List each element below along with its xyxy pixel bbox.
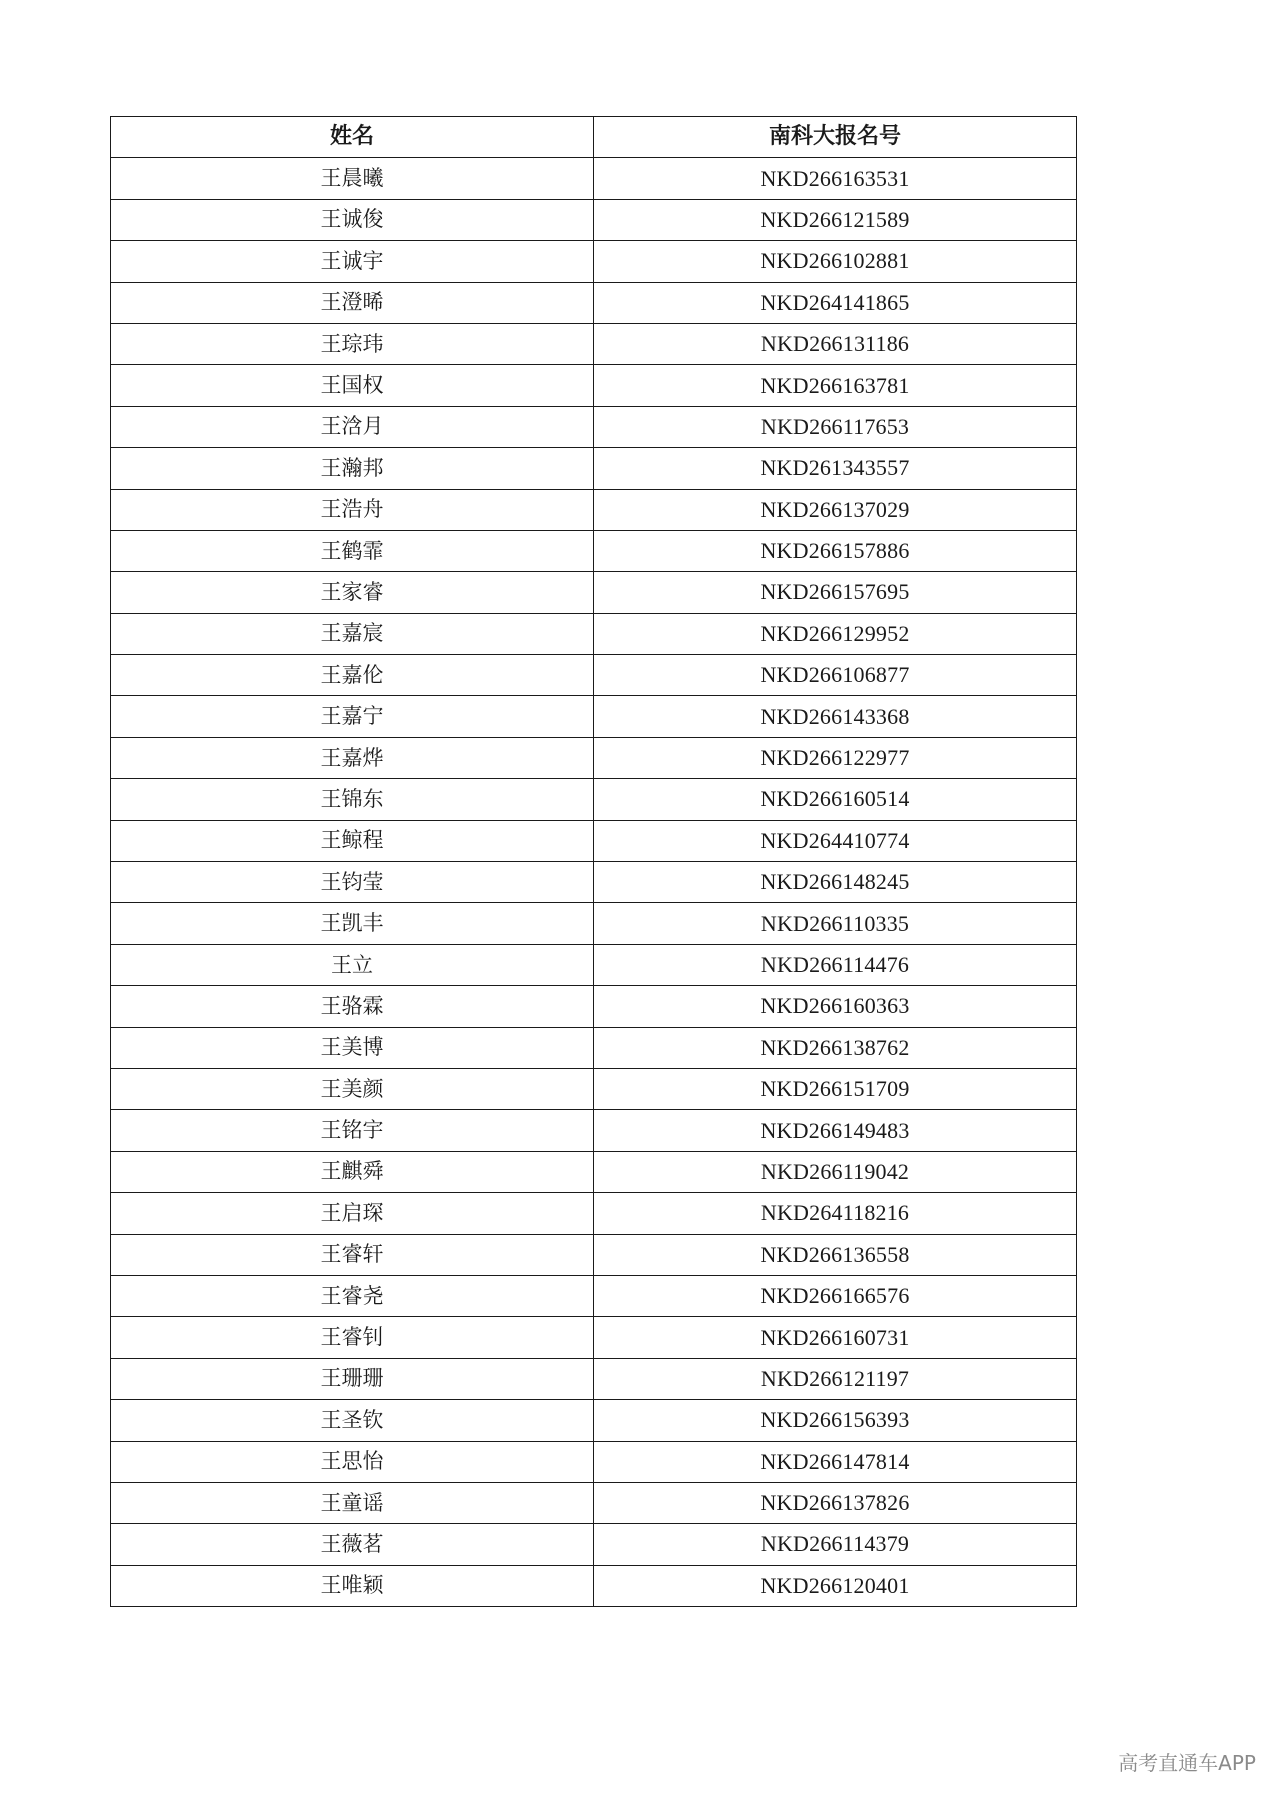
registration-number-cell: NKD266163531 xyxy=(594,158,1077,199)
registration-number-cell: NKD266114476 xyxy=(594,944,1077,985)
student-name-cell: 王瀚邦 xyxy=(111,448,594,489)
student-name-cell: 王思怡 xyxy=(111,1441,594,1482)
student-name-cell: 王凯丰 xyxy=(111,903,594,944)
table-row xyxy=(111,365,1077,406)
table-row xyxy=(111,696,1077,737)
student-name-cell: 王浩舟 xyxy=(111,489,594,530)
student-name-cell: 王嘉伦 xyxy=(111,655,594,696)
table-row xyxy=(111,820,1077,861)
registration-number-cell: NKD266147814 xyxy=(594,1441,1077,1482)
registration-number-cell: NKD266137029 xyxy=(594,489,1077,530)
student-name-cell: 王澄晞 xyxy=(111,282,594,323)
registration-number-cell: NKD266151709 xyxy=(594,1068,1077,1109)
table-row xyxy=(111,944,1077,985)
table-row xyxy=(111,862,1077,903)
student-name-cell: 王嘉宸 xyxy=(111,613,594,654)
table-row xyxy=(111,1524,1077,1565)
table-row xyxy=(111,406,1077,447)
student-name-cell: 王睿轩 xyxy=(111,1234,594,1275)
watermark-text: 高考直通车APP xyxy=(1118,1751,1256,1775)
registration-number-cell: NKD266156393 xyxy=(594,1400,1077,1441)
student-name-cell: 王麒舜 xyxy=(111,1151,594,1192)
table-row xyxy=(111,1110,1077,1151)
student-name-cell: 王美博 xyxy=(111,1027,594,1068)
student-name-cell: 王琮玮 xyxy=(111,323,594,364)
table-row xyxy=(111,489,1077,530)
student-name-cell: 王美颜 xyxy=(111,1068,594,1109)
registration-number-cell: NKD266160363 xyxy=(594,986,1077,1027)
student-name-cell: 王晨曦 xyxy=(111,158,594,199)
registration-number-cell: NKD266149483 xyxy=(594,1110,1077,1151)
table-row xyxy=(111,779,1077,820)
registration-number-cell: NKD266114379 xyxy=(594,1524,1077,1565)
registration-number-cell: NKD266136558 xyxy=(594,1234,1077,1275)
table-row xyxy=(111,1193,1077,1234)
student-name-cell: 王嘉宁 xyxy=(111,696,594,737)
registration-number-cell: NKD266131186 xyxy=(594,323,1077,364)
student-name-cell: 王童谣 xyxy=(111,1482,594,1523)
student-name-cell: 王国权 xyxy=(111,365,594,406)
registration-number-cell: NKD264118216 xyxy=(594,1193,1077,1234)
registration-number-cell: NKD266110335 xyxy=(594,903,1077,944)
admission-table xyxy=(110,116,1077,1607)
table-row xyxy=(111,613,1077,654)
student-name-cell: 王钧莹 xyxy=(111,862,594,903)
registration-number-cell: NKD266166576 xyxy=(594,1275,1077,1316)
student-name-cell: 王铭宇 xyxy=(111,1110,594,1151)
table-row xyxy=(111,1400,1077,1441)
student-name-cell: 王诚宇 xyxy=(111,241,594,282)
registration-number-cell: NKD266160514 xyxy=(594,779,1077,820)
registration-number-cell: NKD266148245 xyxy=(594,862,1077,903)
student-name-cell: 王立 xyxy=(111,944,594,985)
table-row xyxy=(111,323,1077,364)
table-row xyxy=(111,1151,1077,1192)
header-registration-number: 南科大报名号 xyxy=(594,117,1077,158)
table-row xyxy=(111,158,1077,199)
registration-number-cell: NKD266143368 xyxy=(594,696,1077,737)
student-name-cell: 王锦东 xyxy=(111,779,594,820)
student-name-cell: 王唯颖 xyxy=(111,1565,594,1606)
registration-number-cell: NKD266157695 xyxy=(594,572,1077,613)
registration-number-cell: NKD261343557 xyxy=(594,448,1077,489)
registration-number-cell: NKD264141865 xyxy=(594,282,1077,323)
table-row xyxy=(111,737,1077,778)
registration-number-cell: NKD266117653 xyxy=(594,406,1077,447)
table-header-row xyxy=(111,117,1077,158)
student-name-cell: 王鹤霏 xyxy=(111,530,594,571)
table-row xyxy=(111,1234,1077,1275)
student-name-cell: 王启琛 xyxy=(111,1193,594,1234)
table-row xyxy=(111,1565,1077,1606)
table-row xyxy=(111,1317,1077,1358)
registration-number-cell: NKD266163781 xyxy=(594,365,1077,406)
table-row xyxy=(111,1482,1077,1523)
student-name-cell: 王薇茗 xyxy=(111,1524,594,1565)
table-row xyxy=(111,282,1077,323)
student-name-cell: 王浛月 xyxy=(111,406,594,447)
table-row xyxy=(111,1441,1077,1482)
registration-number-cell: NKD266106877 xyxy=(594,655,1077,696)
student-name-cell: 王睿尧 xyxy=(111,1275,594,1316)
student-name-cell: 王诚俊 xyxy=(111,199,594,240)
registration-number-cell: NKD266157886 xyxy=(594,530,1077,571)
registration-number-cell: NKD266137826 xyxy=(594,1482,1077,1523)
table-row xyxy=(111,1358,1077,1399)
table-row xyxy=(111,986,1077,1027)
table-row xyxy=(111,1068,1077,1109)
registration-number-cell: NKD266102881 xyxy=(594,241,1077,282)
table-row xyxy=(111,199,1077,240)
registration-number-cell: NKD266122977 xyxy=(594,737,1077,778)
student-name-cell: 王家睿 xyxy=(111,572,594,613)
student-name-cell: 王珊珊 xyxy=(111,1358,594,1399)
registration-number-cell: NKD264410774 xyxy=(594,820,1077,861)
registration-number-cell: NKD266120401 xyxy=(594,1565,1077,1606)
table-body xyxy=(111,158,1077,1607)
table-row xyxy=(111,241,1077,282)
registration-number-cell: NKD266121197 xyxy=(594,1358,1077,1399)
student-name-cell: 王圣钦 xyxy=(111,1400,594,1441)
registration-number-cell: NKD266160731 xyxy=(594,1317,1077,1358)
student-name-cell: 王骆霖 xyxy=(111,986,594,1027)
student-name-cell: 王睿钊 xyxy=(111,1317,594,1358)
table-row xyxy=(111,655,1077,696)
registration-number-cell: NKD266138762 xyxy=(594,1027,1077,1068)
registration-number-cell: NKD266121589 xyxy=(594,199,1077,240)
table-row xyxy=(111,903,1077,944)
table-row xyxy=(111,572,1077,613)
header-name: 姓名 xyxy=(111,117,594,158)
student-name-cell: 王嘉烨 xyxy=(111,737,594,778)
table-row xyxy=(111,1275,1077,1316)
registration-number-cell: NKD266119042 xyxy=(594,1151,1077,1192)
registration-number-cell: NKD266129952 xyxy=(594,613,1077,654)
table-row xyxy=(111,448,1077,489)
table-row xyxy=(111,1027,1077,1068)
table-row xyxy=(111,530,1077,571)
student-name-cell: 王鲸程 xyxy=(111,820,594,861)
